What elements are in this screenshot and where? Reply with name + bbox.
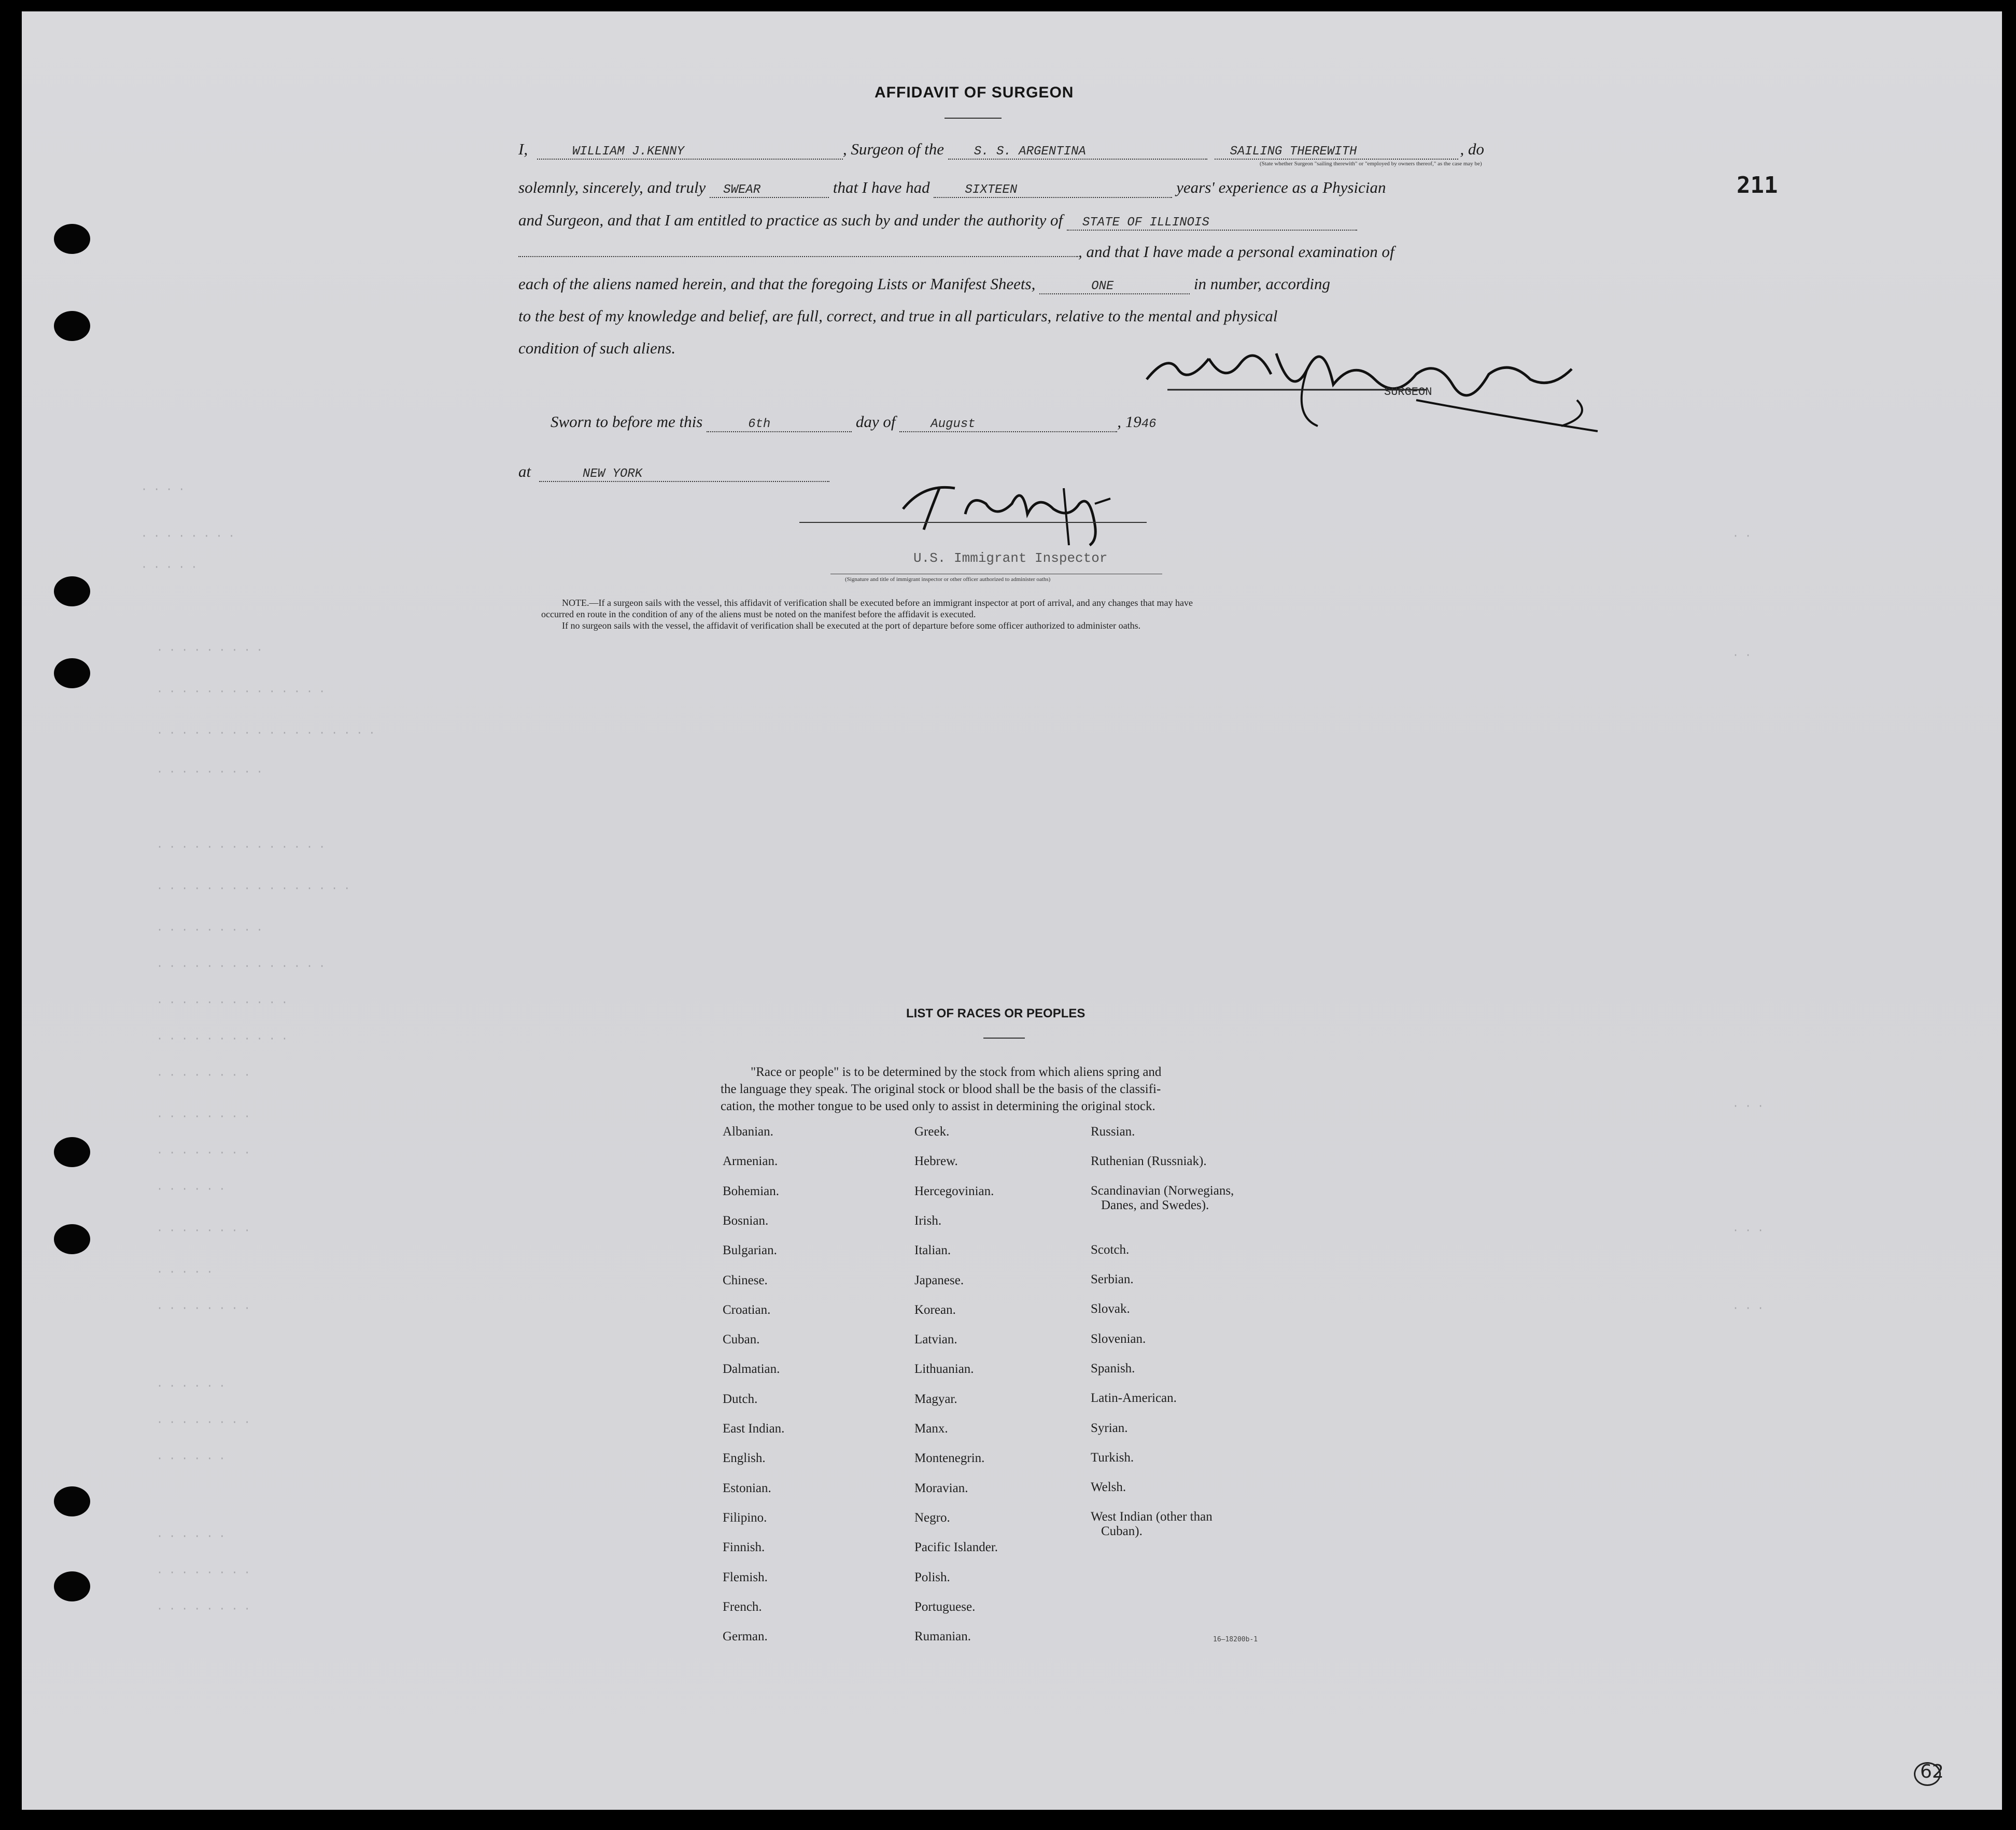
race-entry: Cuban). xyxy=(1101,1524,1143,1538)
bleed-through-text: · · · · · · · · · xyxy=(157,924,263,936)
at-label: at xyxy=(518,462,531,480)
day-of-label: day of xyxy=(855,413,896,431)
line5-text-b: in number, according xyxy=(1193,275,1331,293)
race-entry: Turkish. xyxy=(1091,1451,1134,1465)
race-entry: Bulgarian. xyxy=(723,1243,777,1258)
race-entry: Korean. xyxy=(914,1302,956,1317)
race-entry: Moravian. xyxy=(914,1481,968,1495)
race-entry: Greek. xyxy=(914,1125,950,1139)
sheet-count: ONE xyxy=(1091,279,1114,293)
years-experience: SIXTEEN xyxy=(965,183,1018,197)
race-entry: Portuguese. xyxy=(914,1599,976,1614)
punch-hole xyxy=(54,311,90,341)
bleed-through-text: · · · · · · · · xyxy=(157,1602,250,1615)
race-entry: Syrian. xyxy=(1091,1421,1128,1435)
i-label: I, xyxy=(518,140,528,158)
bleed-through-text: · · · · · · · · · · · · · · · · · · xyxy=(157,727,375,739)
race-entry: Welsh. xyxy=(1091,1480,1126,1494)
bleed-through-text: · · · · · · · · · · · · · · xyxy=(157,685,326,698)
year-suffix: 46 xyxy=(1141,417,1157,431)
race-entry: Hebrew. xyxy=(914,1154,958,1169)
races-intro xyxy=(721,1063,1161,1115)
affidavit-line-3 xyxy=(518,211,1357,231)
year-prefix: , 19 xyxy=(1117,413,1141,431)
race-entry: Albanian. xyxy=(723,1125,773,1139)
print-code: 16—18200b-1 xyxy=(1213,1636,1258,1643)
affidavit-line-1 xyxy=(518,140,1484,160)
race-entry: Hercegovinian. xyxy=(914,1184,994,1198)
bleed-through-text: · · · · · · · · xyxy=(157,1566,250,1579)
race-entry: Japanese. xyxy=(914,1273,964,1287)
bleed-through-text: · · · · · xyxy=(157,1266,213,1278)
race-entry: Pacific Islander. xyxy=(914,1540,998,1555)
race-entry: Serbian. xyxy=(1091,1272,1134,1286)
races-intro-line-3: cation, the mother tongue to be used only to assist in determining the original stock. xyxy=(721,1099,1155,1113)
corner-mark: 62 xyxy=(1920,1761,1944,1782)
race-entry: West Indian (other than xyxy=(1091,1510,1213,1524)
race-entry: Slovenian. xyxy=(1091,1332,1146,1346)
affidavit-line-4 xyxy=(518,243,1394,261)
affidavit-line-5 xyxy=(518,275,1330,294)
line2-text-c: years' experience as a Physician xyxy=(1176,178,1386,196)
affidavit-line-7: condition of such aliens. xyxy=(518,339,676,357)
surgeon-name: WILLIAM J.KENNY xyxy=(572,145,684,159)
sailing-note: (State whether Surgeon "sailing therewith" or "employed by owners thereof," as the case may be) xyxy=(1260,161,1482,167)
race-entry: Rumanian. xyxy=(914,1629,971,1644)
punch-hole xyxy=(54,1137,90,1167)
signature-caption: (Signature and title of immigrant inspector or other officer authorized to administer oaths) xyxy=(845,576,1051,583)
race-entry: Manx. xyxy=(914,1422,948,1436)
oath-type: SWEAR xyxy=(723,183,761,197)
race-entry: Chinese. xyxy=(723,1273,768,1287)
race-entry: Spanish. xyxy=(1091,1361,1135,1375)
race-entry: English. xyxy=(723,1451,766,1466)
note-text-3: If no surgeon sails with the vessel, the affidavit of verification shall be executed at the port of departure before some officer authorized to administer oaths. xyxy=(562,620,1141,631)
race-entry: Danes, and Swedes). xyxy=(1101,1198,1209,1212)
note-line-1 xyxy=(562,597,1193,608)
surgeon-of-label: , Surgeon of the xyxy=(842,140,944,158)
punch-hole xyxy=(54,1486,90,1516)
surgeon-signature xyxy=(1136,338,1603,442)
affidavit-note xyxy=(541,597,1193,631)
bleed-through-text: · · · · · · · · xyxy=(157,1110,250,1123)
race-entry: Flemish. xyxy=(723,1570,768,1584)
title-underline xyxy=(944,118,1002,119)
races-intro-line-1: "Race or people" is to be determined by the stock from which aliens spring and xyxy=(751,1065,1162,1079)
bleed-through-text: · · · · · · · · · xyxy=(157,765,263,778)
sworn-label: Sworn to before me this xyxy=(551,413,703,431)
races-intro-line-2: the language they speak. The original stock or blood shall be the basis of the classifi- xyxy=(721,1082,1161,1096)
affidavit-title: AFFIDAVIT OF SURGEON xyxy=(875,84,1074,101)
line4-text: , and that I have made a personal examination of xyxy=(1078,243,1394,261)
race-entry: Latin-American. xyxy=(1091,1391,1177,1405)
bleed-through-text: · · · · · · xyxy=(157,1530,225,1542)
bleed-through-text: · · · xyxy=(1732,1302,1764,1314)
race-entry: Armenian. xyxy=(723,1154,778,1169)
bleed-through-text: · · · xyxy=(1732,1100,1764,1112)
bleed-through-text: · · · · · · · · · · · · · · · · xyxy=(157,882,350,895)
bleed-through-text: · · · · · xyxy=(141,561,198,573)
race-entry: Dutch. xyxy=(723,1392,758,1406)
punch-hole xyxy=(54,1224,90,1254)
inspector-signature xyxy=(893,473,1131,550)
do-label: , do xyxy=(1460,140,1484,158)
bleed-through-text: · · · · · · xyxy=(157,1380,225,1392)
inspector-title: U.S. Immigrant Inspector xyxy=(913,550,1108,566)
punch-hole xyxy=(54,1571,90,1601)
line2-text-b: that I have had xyxy=(833,178,930,196)
sworn-place: NEW YORK xyxy=(582,467,643,481)
affidavit-line-2 xyxy=(518,178,1386,198)
line2-text-a: solemnly, sincerely, and truly xyxy=(518,178,706,196)
inspector-signature-line xyxy=(799,522,1147,523)
bleed-through-text: · · · · · · · · · · · xyxy=(157,996,288,1009)
bleed-through-text: · · xyxy=(1732,530,1752,542)
race-entry: Filipino. xyxy=(723,1510,767,1525)
sworn-day: 6th xyxy=(748,417,771,431)
race-entry: Negro. xyxy=(914,1510,950,1525)
practice-authority: STATE OF ILLINOIS xyxy=(1082,216,1209,230)
bleed-through-text: · · · · · · · · · · · · · · xyxy=(157,841,326,853)
affidavit-line-6: to the best of my knowledge and belief, are full, correct, and true in all particulars, relative to the mental and physical xyxy=(518,307,1278,325)
race-entry: Scandinavian (Norwegians, xyxy=(1091,1184,1234,1198)
race-entry: Magyar. xyxy=(914,1392,957,1406)
surgeon-label: SURGEON xyxy=(1384,386,1432,399)
race-entry: Cuban. xyxy=(723,1332,760,1347)
sworn-line xyxy=(551,413,1157,432)
line3-text-a: and Surgeon, and that I am entitled to practice as such by and under the authority of xyxy=(518,211,1063,229)
bleed-through-text: · · · · · · · · xyxy=(157,1302,250,1314)
bleed-through-text: · · · · · · · · · xyxy=(157,644,263,656)
bleed-through-text: · · · · · · xyxy=(157,1452,225,1465)
note-label: NOTE. xyxy=(562,598,589,608)
races-title-underline xyxy=(983,1038,1025,1039)
bleed-through-text: · · · · · · · · · · · · · · xyxy=(157,960,326,972)
bleed-through-text: · · · · · · · · xyxy=(157,1416,250,1428)
punch-hole xyxy=(54,576,90,606)
race-entry: Finnish. xyxy=(723,1540,765,1555)
race-entry: Latvian. xyxy=(914,1332,957,1347)
document-sheet xyxy=(22,11,2002,1810)
line5-text-a: each of the aliens named herein, and that the foregoing Lists or Manifest Sheets, xyxy=(518,275,1036,293)
bleed-through-text: · · · · xyxy=(141,483,185,495)
vessel-name: S. S. ARGENTINA xyxy=(974,145,1086,159)
note-text-1: —If a surgeon sails with the vessel, this affidavit of verification shall be executed before an immigrant inspector at port of arrival, and any changes that may have xyxy=(589,598,1193,608)
race-entry: Scotch. xyxy=(1091,1243,1130,1257)
sworn-month: August xyxy=(931,417,976,431)
race-entry: Lithuanian. xyxy=(914,1362,974,1377)
race-entry: Irish. xyxy=(914,1213,942,1228)
race-entry: French. xyxy=(723,1599,762,1614)
race-entry: Italian. xyxy=(914,1243,951,1258)
note-text-2: occurred en route in the condition of any of the aliens must be noted on the manifest before the affidavit is executed. xyxy=(541,609,976,619)
bleed-through-text: · · · · · · · · xyxy=(157,1146,250,1159)
race-entry: Bohemian. xyxy=(723,1184,780,1198)
race-entry: German. xyxy=(723,1629,768,1644)
race-entry: Bosnian. xyxy=(723,1213,769,1228)
race-entry: Montenegrin. xyxy=(914,1451,985,1466)
punch-hole xyxy=(54,224,90,254)
punch-hole xyxy=(54,658,90,688)
race-entry: Estonian. xyxy=(723,1481,771,1495)
place-line xyxy=(518,462,829,482)
page-number: 211 xyxy=(1737,172,1778,198)
bleed-through-text: · · · · · · · · · · · xyxy=(157,1032,288,1045)
race-entry: Russian. xyxy=(1091,1125,1135,1139)
bleed-through-text: · · xyxy=(1732,649,1752,661)
corner-mark-circle xyxy=(1914,1762,1941,1786)
bleed-through-text: · · · · · · xyxy=(157,1183,225,1195)
race-entry: Dalmatian. xyxy=(723,1362,780,1377)
bleed-through-text: · · · · · · · · xyxy=(157,1224,250,1237)
race-entry: Ruthenian (Russniak). xyxy=(1091,1154,1207,1168)
race-entry: Croatian. xyxy=(723,1302,771,1317)
sailing-status: SAILING THEREWITH xyxy=(1230,145,1357,159)
bleed-through-text: · · · · · · · · xyxy=(157,1069,250,1081)
bleed-through-text: · · · xyxy=(1732,1224,1764,1237)
races-title: LIST OF RACES OR PEOPLES xyxy=(906,1006,1085,1020)
race-entry: East Indian. xyxy=(723,1422,785,1436)
race-entry: Slovak. xyxy=(1091,1302,1130,1316)
race-entry: Polish. xyxy=(914,1570,950,1584)
bleed-through-text: · · · · · · · · xyxy=(141,530,235,542)
